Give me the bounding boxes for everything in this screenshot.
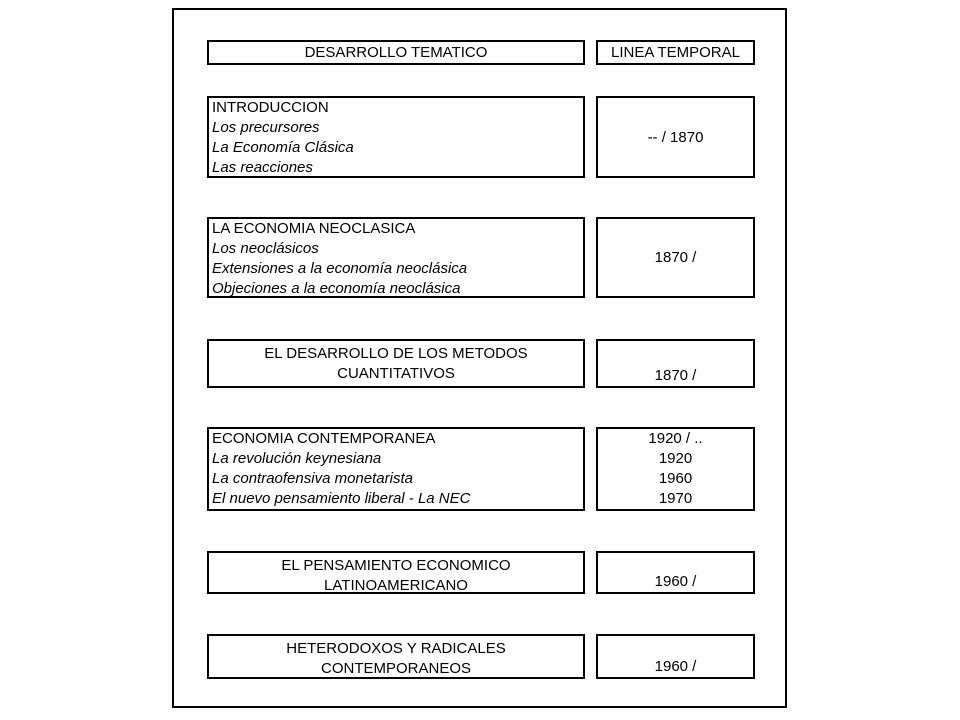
section-item: Extensiones a la economía neoclásica bbox=[212, 260, 468, 277]
period-value: 1970 bbox=[658, 490, 693, 507]
section-item: Las reacciones bbox=[212, 159, 313, 176]
section-item: El nuevo pensamiento liberal - La NEC bbox=[212, 490, 471, 507]
section-title: INTRODUCCION bbox=[212, 99, 329, 116]
section-item: La contraofensiva monetarista bbox=[212, 470, 413, 487]
section-title-line: HETERODOXOS Y RADICALES bbox=[286, 640, 506, 657]
section-metodos-cuantitativos bbox=[207, 339, 585, 388]
section-title: ECONOMIA CONTEMPORANEA bbox=[212, 430, 436, 447]
section-title-line: CUANTITATIVOS bbox=[337, 365, 455, 382]
section-heterodoxos bbox=[207, 634, 585, 679]
section-introduccion bbox=[207, 96, 585, 178]
period-introduccion: -- / 1870 bbox=[596, 96, 755, 178]
section-title-line: CONTEMPORANEOS bbox=[320, 660, 471, 677]
section-item: La Economía Clásica bbox=[212, 139, 354, 156]
section-title-line: EL DESARROLLO DE LOS METODOS bbox=[264, 345, 528, 362]
period-neoclasica: 1870 / bbox=[596, 217, 755, 298]
period-heterodoxos: 1960 / bbox=[596, 634, 755, 679]
section-item: Los precursores bbox=[212, 119, 320, 136]
section-title-line: LATINOAMERICANO bbox=[324, 577, 468, 594]
section-title: LA ECONOMIA NEOCLASICA bbox=[212, 220, 416, 237]
section-latinoamericano bbox=[207, 551, 585, 594]
period-latinoamericano: 1960 / bbox=[596, 551, 755, 594]
period-value: 1920 bbox=[658, 450, 693, 467]
timeline-header: LINEA TEMPORAL bbox=[596, 40, 755, 65]
period-contemporanea bbox=[596, 427, 755, 511]
period-value: 1960 bbox=[658, 470, 693, 487]
topic-header: DESARROLLO TEMATICO bbox=[207, 40, 585, 65]
section-item: Los neoclásicos bbox=[212, 240, 319, 257]
section-title-line: EL PENSAMIENTO ECONOMICO bbox=[281, 557, 511, 574]
section-item: La revolución keynesiana bbox=[212, 450, 382, 467]
section-neoclasica bbox=[207, 217, 585, 298]
period-metodos-cuantitativos: 1870 / bbox=[596, 339, 755, 388]
section-contemporanea bbox=[207, 427, 585, 511]
section-item: Objeciones a la economía neoclásica bbox=[212, 280, 461, 297]
period-value: 1920 / .. bbox=[648, 430, 703, 447]
